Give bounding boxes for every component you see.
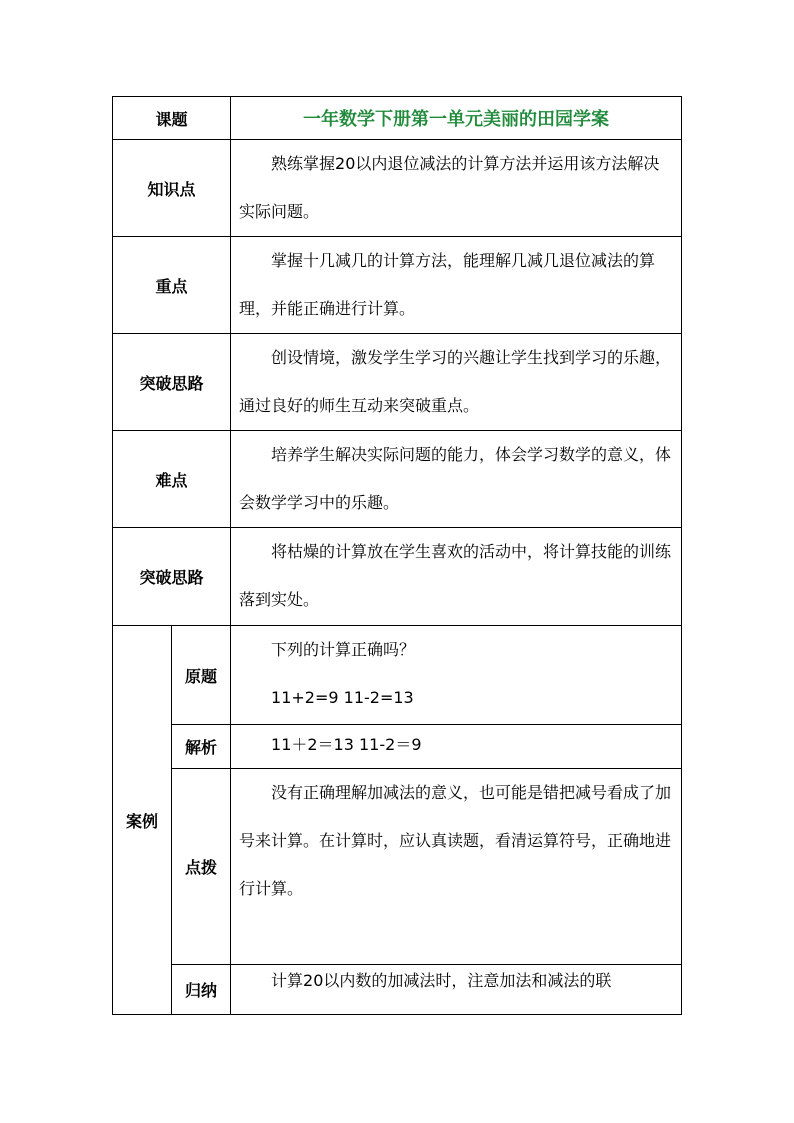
case-label: 案例: [113, 626, 172, 1015]
row-content: [231, 140, 682, 237]
case-tip-row: [113, 769, 682, 965]
summary-content: [231, 965, 682, 1015]
row-label: 重点: [113, 237, 231, 334]
row-label: 难点: [113, 431, 231, 528]
table-row: [113, 237, 682, 334]
tip-content: [231, 769, 682, 965]
row-label: 突破思路: [113, 528, 231, 626]
row-label: 突破思路: [113, 334, 231, 431]
row-content: [231, 237, 682, 334]
row-text: 熟练掌握20以内退位减法的计算方法并运用该方法解决实际问题。: [239, 154, 660, 221]
tip-text: 没有正确理解加减法的意义，也可能是错把减号看成了加号来计算。在计算时，应认真读题，看清运算符号，正确地进行计算。: [239, 783, 672, 898]
row-content: [231, 528, 682, 626]
case-summary-row: [113, 965, 682, 1015]
table-row: [113, 431, 682, 528]
summary-label: 归纳: [172, 965, 231, 1015]
page-title: 一年数学下册第一单元美丽的田园学案: [231, 97, 682, 140]
row-text: 培养学生解决实际问题的能力，体会学习数学的意义，体会数学学习中的乐趣。: [239, 445, 672, 512]
tip-label: 点拨: [172, 769, 231, 965]
original-question: 下列的计算正确吗？: [271, 640, 416, 659]
row-content: [231, 334, 682, 431]
analysis-text: 11＋2＝13 11-2＝9: [271, 735, 422, 754]
table-row: [113, 528, 682, 626]
row-content: [231, 431, 682, 528]
table-row: [113, 334, 682, 431]
row-label: 知识点: [113, 140, 231, 237]
row-text: 创设情境，激发学生学习的兴趣让学生找到学习的乐趣，通过良好的师生互动来突破重点。: [239, 348, 672, 415]
table-row: [113, 140, 682, 237]
header-label: 课题: [113, 97, 231, 140]
case-original-row: [113, 626, 682, 725]
lesson-plan-table: [112, 96, 682, 1015]
header-row: [113, 97, 682, 140]
summary-text: 计算20以内数的加减法时，注意加法和减法的联: [271, 971, 612, 990]
original-equations: 11+2=9 11-2=13: [271, 688, 414, 707]
case-analysis-row: [113, 725, 682, 769]
row-text: 将枯燥的计算放在学生喜欢的活动中，将计算技能的训练落到实处。: [239, 542, 672, 609]
analysis-label: 解析: [172, 725, 231, 769]
original-label: 原题: [172, 626, 231, 725]
row-text: 掌握十几减几的计算方法，能理解几减几退位减法的算理，并能正确进行计算。: [239, 251, 656, 318]
analysis-content: [231, 725, 682, 769]
original-content: [231, 626, 682, 725]
